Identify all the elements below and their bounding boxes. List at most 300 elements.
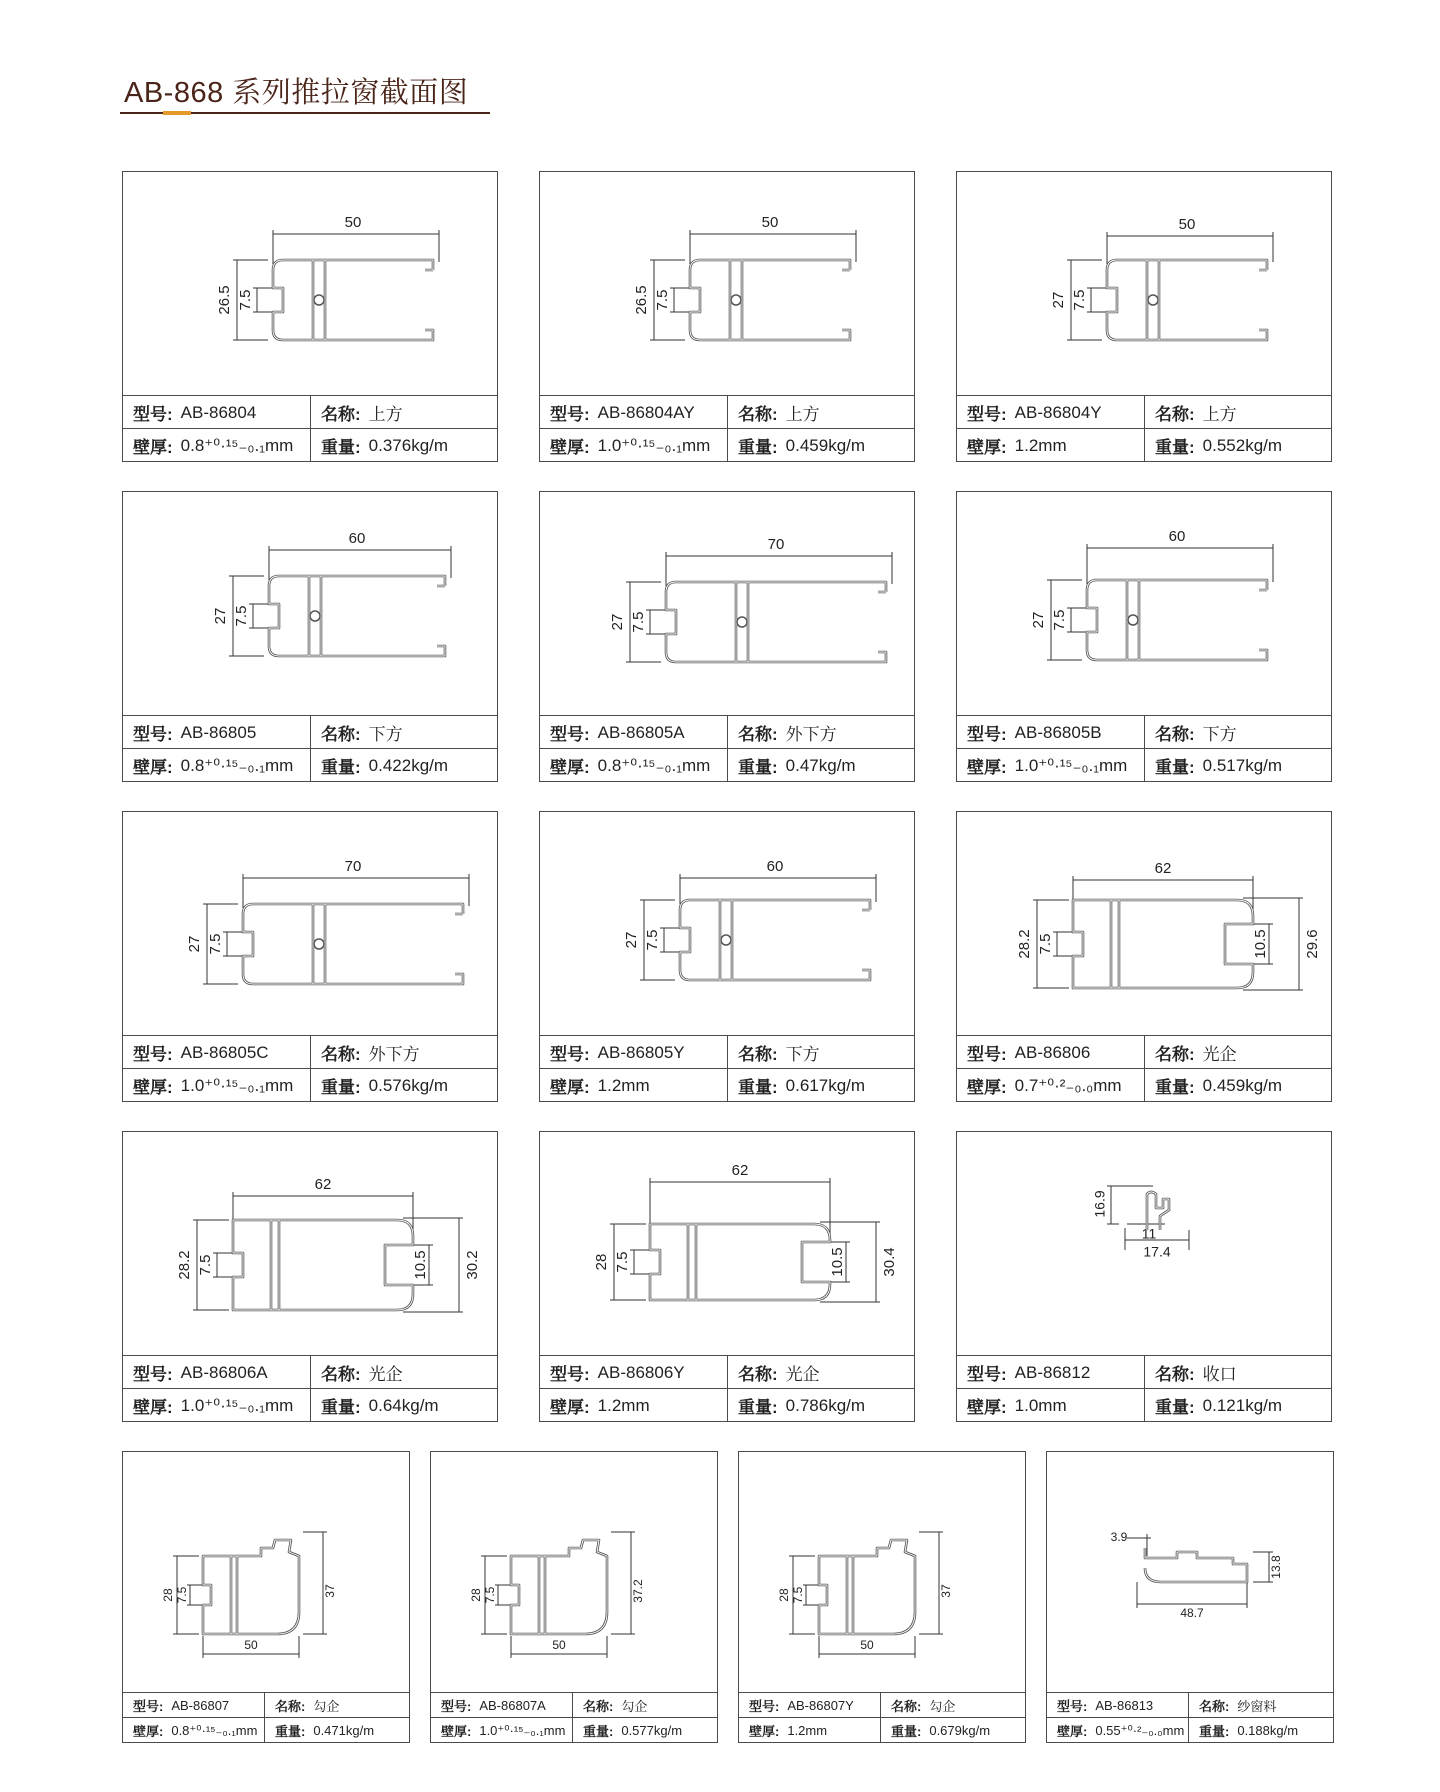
weight-cell-value: 0.679kg/m	[929, 1723, 991, 1738]
weight-cell-value: 0.617kg/m	[785, 1075, 866, 1095]
profile-card	[738, 1451, 1026, 1743]
spec-row-physical	[957, 1388, 1331, 1422]
profile-card	[430, 1451, 718, 1743]
spec-row-identity	[123, 1692, 409, 1718]
name-cell-label: 名称:	[321, 1365, 361, 1384]
spec-row-identity	[540, 715, 914, 749]
profile-card	[956, 171, 1332, 462]
wall-thickness-cell-label: 壁厚:	[550, 1078, 590, 1097]
notch-dimension: 7.5	[232, 605, 250, 627]
width-dimension: 50	[552, 1638, 566, 1653]
wall-thickness-cell-value: 1.0⁺⁰·¹⁵₋₀.₁mm	[1014, 755, 1128, 775]
width-dimension: 62	[1154, 859, 1172, 877]
wall-thickness-cell-value: 1.2mm	[597, 1395, 650, 1415]
weight-cell	[1145, 1069, 1331, 1102]
weight-cell	[311, 1389, 497, 1422]
profile-drawing	[957, 172, 1331, 397]
model-cell-value: AB-86804AY	[597, 402, 695, 422]
weight-cell-value: 0.552kg/m	[1202, 435, 1283, 455]
wall-thickness-cell-label: 壁厚:	[749, 1724, 780, 1739]
spec-table	[957, 395, 1331, 461]
spec-table	[123, 1692, 409, 1742]
notch-dimension: 7.5	[613, 1251, 631, 1273]
profile-card	[122, 491, 498, 782]
name-cell-label: 名称:	[1199, 1699, 1230, 1714]
width-dimension: 62	[731, 1161, 749, 1179]
model-cell	[123, 1036, 311, 1069]
wall-thickness-cell	[957, 429, 1145, 462]
width-dimension: 60	[1168, 527, 1186, 545]
profile-section-drawing	[273, 260, 433, 340]
profile-clip-hook	[1128, 615, 1138, 625]
name-cell-label: 名称:	[1155, 1045, 1195, 1064]
weight-cell	[1145, 429, 1331, 462]
weight-cell	[1145, 1389, 1331, 1422]
spec-row-physical	[540, 1388, 914, 1422]
spec-row-physical	[540, 428, 914, 462]
spec-table	[431, 1692, 717, 1742]
name-cell	[573, 1693, 717, 1718]
name-cell-label: 名称:	[1155, 405, 1195, 424]
profile-card	[956, 1131, 1332, 1422]
weight-cell-label: 重量:	[321, 438, 361, 457]
profile-clip-hook	[310, 611, 320, 621]
name-cell-label: 名称:	[891, 1699, 922, 1714]
model-cell	[957, 716, 1145, 749]
model-cell-label: 型号:	[550, 405, 590, 424]
spec-row-identity	[739, 1692, 1025, 1718]
profile-drawing	[123, 812, 497, 1037]
spec-row-identity	[540, 1355, 914, 1389]
model-cell	[957, 396, 1145, 429]
spec-row-physical	[1047, 1717, 1333, 1743]
weight-cell-value: 0.422kg/m	[368, 755, 449, 775]
name-cell-label: 名称:	[321, 405, 361, 424]
weight-cell-value: 0.459kg/m	[785, 435, 866, 455]
spec-row-identity	[123, 715, 497, 749]
profile-section-drawing-inner	[666, 582, 886, 662]
height-dimension: 13.8	[1269, 1555, 1284, 1579]
profile-drawing	[540, 812, 914, 1037]
wall-thickness-cell-value: 1.0mm	[1014, 1395, 1067, 1415]
model-cell-value: AB-86813	[1095, 1698, 1154, 1713]
wall-thickness-cell-value: 1.0⁺⁰·¹⁵₋₀.₁mm	[180, 1395, 294, 1415]
model-cell-value: AB-86807Y	[787, 1698, 854, 1713]
model-cell-value: AB-86804	[180, 402, 257, 422]
wall-thickness-cell-value: 1.0⁺⁰·¹⁵₋₀.₁mm	[597, 435, 711, 455]
weight-cell-label: 重量:	[321, 1398, 361, 1417]
height-dimension: 28	[469, 1588, 484, 1602]
channel-dimension: 10.5	[828, 1247, 846, 1277]
model-cell	[540, 1356, 728, 1389]
profile-section-drawing-inner	[273, 260, 433, 340]
width-dimension: 50	[1178, 215, 1196, 233]
wall-thickness-cell-value: 1.0⁺⁰·¹⁵₋₀.₁mm	[479, 1722, 566, 1738]
height-dimension: 27	[608, 613, 626, 631]
name-cell-value: 勾企	[313, 1699, 340, 1714]
name-cell	[881, 1693, 1025, 1718]
model-cell	[123, 1356, 311, 1389]
name-cell	[728, 1036, 914, 1069]
weight-cell-label: 重量:	[1155, 758, 1195, 777]
name-cell-label: 名称:	[1155, 725, 1195, 744]
model-cell-value: AB-86805Y	[597, 1042, 685, 1062]
model-cell-value: AB-86805	[180, 722, 257, 742]
profile-card	[122, 811, 498, 1102]
notch-dimension: 7.5	[1070, 289, 1088, 311]
weight-cell	[728, 1389, 914, 1422]
overall-height-dimension: 37.2	[631, 1579, 646, 1603]
name-cell-value: 光企	[368, 1365, 403, 1384]
profile-clip-hook	[314, 939, 324, 949]
height-dimension: 26.5	[215, 285, 233, 315]
profile-clip-hook	[314, 295, 324, 305]
wall-thickness-cell-label: 壁厚:	[550, 438, 590, 457]
weight-cell-label: 重量:	[321, 1078, 361, 1097]
weight-cell-value: 0.47kg/m	[785, 755, 856, 775]
model-cell-label: 型号:	[550, 1045, 590, 1064]
width-dimension: 17.4	[1143, 1243, 1171, 1260]
weight-cell-label: 重量:	[738, 438, 778, 457]
name-cell	[1189, 1693, 1333, 1718]
model-cell-label: 型号:	[133, 405, 173, 424]
model-cell-value: AB-86806A	[180, 1362, 268, 1382]
notch-dimension: 7.5	[643, 929, 661, 951]
spec-row-identity	[957, 1035, 1331, 1069]
wall-thickness-cell-value: 1.2mm	[787, 1723, 828, 1738]
wall-thickness-cell	[431, 1718, 573, 1743]
model-cell	[739, 1693, 881, 1718]
spec-table	[957, 715, 1331, 781]
notch-dimension: 7.5	[206, 933, 224, 955]
spec-table	[1047, 1692, 1333, 1742]
spec-table	[123, 715, 497, 781]
width-dimension: 50	[244, 1638, 258, 1653]
spec-row-physical	[540, 1068, 914, 1102]
weight-cell	[881, 1718, 1025, 1743]
wall-thickness-cell-label: 壁厚:	[1057, 1724, 1088, 1739]
profile-section-drawing	[690, 260, 850, 340]
weight-cell-label: 重量:	[738, 1078, 778, 1097]
profile-drawing	[123, 492, 497, 717]
notch-dimension: 7.5	[791, 1586, 806, 1604]
name-cell-label: 名称:	[1155, 1365, 1195, 1384]
profile-card	[539, 811, 915, 1102]
spec-row-physical	[431, 1717, 717, 1743]
profile-clip-hook	[731, 295, 741, 305]
spec-row-physical	[123, 1388, 497, 1422]
notch-dimension: 7.5	[196, 1254, 214, 1276]
weight-cell	[1189, 1718, 1333, 1743]
profile-drawing	[540, 492, 914, 717]
weight-cell-label: 重量:	[583, 1724, 614, 1739]
name-cell	[1145, 1036, 1331, 1069]
name-cell-label: 名称:	[738, 1045, 778, 1064]
weight-cell	[311, 1069, 497, 1102]
profile-section-drawing-inner	[1107, 260, 1267, 340]
profile-drawing	[123, 1132, 497, 1357]
profile-section-drawing	[650, 1224, 830, 1300]
wall-thickness-cell	[957, 749, 1145, 782]
model-cell	[431, 1693, 573, 1718]
weight-cell-label: 重量:	[1155, 1078, 1195, 1097]
width-dimension: 60	[766, 857, 784, 875]
height-dimension: 26.5	[632, 285, 650, 315]
width-dimension: 50	[860, 1638, 874, 1653]
profile-section-drawing-inner	[680, 900, 870, 980]
weight-cell	[311, 749, 497, 782]
spec-row-identity	[540, 1035, 914, 1069]
wall-thickness-cell-label: 壁厚:	[133, 438, 173, 457]
notch-dimension: 7.5	[236, 289, 254, 311]
wall-thickness-cell-label: 壁厚:	[441, 1724, 472, 1739]
name-cell-value: 下方	[1202, 725, 1237, 744]
model-cell-value: AB-86805C	[180, 1042, 269, 1062]
weight-cell-value: 0.64kg/m	[368, 1395, 439, 1415]
name-cell	[728, 1356, 914, 1389]
weight-cell-value: 0.188kg/m	[1237, 1723, 1299, 1738]
weight-cell	[728, 1069, 914, 1102]
profile-section-drawing-inner	[1087, 580, 1267, 660]
profile-drawing	[957, 812, 1331, 1037]
model-cell-label: 型号:	[133, 1045, 173, 1064]
wall-thickness-cell-label: 壁厚:	[967, 1078, 1007, 1097]
channel-dimension: 10.5	[1251, 929, 1269, 959]
width-dimension: 62	[314, 1175, 332, 1193]
wall-thickness-cell-label: 壁厚:	[133, 1398, 173, 1417]
wall-thickness-cell	[123, 1069, 311, 1102]
name-cell-value: 光企	[785, 1365, 820, 1384]
wall-thickness-cell	[957, 1069, 1145, 1102]
profile-drawing	[957, 1132, 1331, 1357]
name-cell	[728, 396, 914, 429]
name-cell	[311, 716, 497, 749]
profile-drawing	[540, 1132, 914, 1357]
wall-thickness-cell-label: 壁厚:	[133, 1724, 164, 1739]
profile-section-drawing	[243, 904, 463, 984]
spec-table	[540, 395, 914, 461]
width-dimension: 48.7	[1180, 1606, 1204, 1621]
weight-cell-label: 重量:	[321, 758, 361, 777]
weight-cell-value: 0.517kg/m	[1202, 755, 1283, 775]
model-cell-value: AB-86806Y	[597, 1362, 685, 1382]
profile-section-drawing	[1087, 580, 1267, 660]
weight-cell	[573, 1718, 717, 1743]
height-dimension: 27	[622, 931, 640, 949]
spec-table	[739, 1692, 1025, 1742]
model-cell	[957, 1356, 1145, 1389]
model-cell-label: 型号:	[967, 725, 1007, 744]
weight-cell-label: 重量:	[891, 1724, 922, 1739]
profile-card	[956, 811, 1332, 1102]
model-cell-value: AB-86805A	[597, 722, 685, 742]
name-cell-label: 名称:	[738, 1365, 778, 1384]
profile-section-drawing-inner	[690, 260, 850, 340]
profile-clip-hook	[721, 935, 731, 945]
spec-row-identity	[540, 395, 914, 429]
name-cell-value: 勾企	[929, 1699, 956, 1714]
model-cell-value: AB-86812	[1014, 1362, 1091, 1382]
profile-drawing	[431, 1452, 717, 1694]
model-cell	[123, 716, 311, 749]
profile-drawing	[540, 172, 914, 397]
profile-section-drawing-inner	[819, 1540, 915, 1634]
wall-thickness-cell	[123, 749, 311, 782]
spec-row-identity	[957, 715, 1331, 749]
spec-table	[123, 1035, 497, 1101]
spec-table	[123, 1355, 497, 1421]
name-cell	[1145, 396, 1331, 429]
notch-dimension: 7.5	[629, 611, 647, 633]
spec-table	[540, 1035, 914, 1101]
height-dimension: 28	[161, 1588, 176, 1602]
overall-height-dimension: 30.2	[463, 1250, 481, 1280]
height-dimension: 28.2	[175, 1250, 193, 1280]
name-cell-label: 名称:	[321, 1045, 361, 1064]
weight-cell-value: 0.577kg/m	[621, 1723, 683, 1738]
model-cell-value: AB-86807A	[479, 1698, 546, 1713]
model-cell-value: AB-86805B	[1014, 722, 1102, 742]
height-dimension: 27	[1029, 611, 1047, 629]
notch-dimension: 7.5	[483, 1586, 498, 1604]
wall-thickness-cell-value: 0.8⁺⁰·¹⁵₋₀.₁mm	[180, 435, 294, 455]
profile-card	[1046, 1451, 1334, 1743]
spec-row-physical	[123, 428, 497, 462]
spec-row-identity	[957, 395, 1331, 429]
spec-row-identity	[431, 1692, 717, 1718]
wall-thickness-cell-value: 0.8⁺⁰·¹⁵₋₀.₁mm	[180, 755, 294, 775]
wall-thickness-cell	[1047, 1718, 1189, 1743]
name-cell	[728, 716, 914, 749]
profile-clip-hook	[1148, 295, 1158, 305]
spec-table	[540, 1355, 914, 1421]
name-cell-value: 下方	[368, 725, 403, 744]
wall-thickness-cell-value: 0.7⁺⁰·²₋₀.₀mm	[1014, 1075, 1122, 1095]
height-dimension: 27	[185, 935, 203, 953]
width-dimension: 60	[348, 529, 366, 547]
weight-cell-value: 0.376kg/m	[368, 435, 449, 455]
name-cell-value: 外下方	[368, 1045, 420, 1064]
name-cell	[311, 1036, 497, 1069]
profile-card	[122, 171, 498, 462]
profile-section-drawing-inner	[511, 1540, 607, 1634]
name-cell	[311, 396, 497, 429]
channel-dimension: 10.5	[411, 1250, 429, 1280]
profile-drawing	[123, 1452, 409, 1694]
name-cell-value: 外下方	[785, 725, 837, 744]
name-cell-value: 上方	[368, 405, 403, 424]
profile-drawing	[739, 1452, 1025, 1694]
page-title: AB-868 系列推拉窗截面图	[124, 77, 469, 109]
wall-thickness-cell-label: 壁厚:	[550, 1398, 590, 1417]
profile-section-drawing	[1073, 900, 1253, 988]
name-cell	[311, 1356, 497, 1389]
profile-section-drawing-inner	[269, 576, 445, 656]
weight-cell-value: 0.786kg/m	[785, 1395, 866, 1415]
profile-card	[122, 1451, 410, 1743]
title-accent-mark	[163, 111, 191, 115]
height-dimension: 16.9	[1091, 1190, 1108, 1218]
name-cell-label: 名称:	[583, 1699, 614, 1714]
spec-table	[957, 1355, 1331, 1421]
spec-row-physical	[540, 748, 914, 782]
height-dimension: 27	[1049, 291, 1067, 309]
model-cell-label: 型号:	[550, 1365, 590, 1384]
profile-drawing	[123, 172, 497, 397]
weight-cell	[311, 429, 497, 462]
name-cell-value: 勾企	[621, 1699, 648, 1714]
width-dimension: 50	[344, 213, 362, 231]
overall-height-dimension: 30.4	[880, 1247, 898, 1277]
model-cell-label: 型号:	[133, 1365, 173, 1384]
spec-row-physical	[957, 1068, 1331, 1102]
profile-drawing	[1047, 1452, 1333, 1694]
weight-cell-label: 重量:	[1155, 438, 1195, 457]
profile-section-drawing	[819, 1540, 915, 1634]
profile-card	[539, 1131, 915, 1422]
model-cell-label: 型号:	[550, 725, 590, 744]
spec-row-physical	[957, 428, 1331, 462]
wall-thickness-cell	[123, 429, 311, 462]
height-dimension: 28.2	[1015, 929, 1033, 959]
notch-dimension: 7.5	[1050, 609, 1068, 631]
name-cell-label: 名称:	[275, 1699, 306, 1714]
profile-section-drawing	[1145, 1548, 1247, 1582]
weight-cell-value: 0.459kg/m	[1202, 1075, 1283, 1095]
profile-section-drawing	[269, 576, 445, 656]
overall-height-dimension: 29.6	[1303, 929, 1321, 959]
weight-cell-label: 重量:	[738, 1398, 778, 1417]
spec-table	[540, 715, 914, 781]
wall-thickness-cell	[123, 1718, 265, 1743]
wall-thickness-cell-value: 0.8⁺⁰·¹⁵₋₀.₁mm	[171, 1722, 258, 1738]
height-dimension: 28	[777, 1588, 792, 1602]
spec-row-physical	[739, 1717, 1025, 1743]
weight-cell	[728, 749, 914, 782]
model-cell-label: 型号:	[967, 405, 1007, 424]
wall-thickness-cell-value: 1.0⁺⁰·¹⁵₋₀.₁mm	[180, 1075, 294, 1095]
wall-thickness-cell-value: 0.55⁺⁰·²₋₀.₀mm	[1095, 1722, 1185, 1738]
spec-table	[957, 1035, 1331, 1101]
profile-drawing	[957, 492, 1331, 717]
spec-row-identity	[123, 1355, 497, 1389]
width-dimension: 50	[761, 213, 779, 231]
wall-thickness-cell-label: 壁厚:	[550, 758, 590, 777]
inner-width-dimension: 11	[1141, 1225, 1157, 1242]
model-cell	[123, 1693, 265, 1718]
model-cell-label: 型号:	[967, 1365, 1007, 1384]
weight-cell	[265, 1718, 409, 1743]
spec-row-physical	[123, 748, 497, 782]
model-cell	[957, 1036, 1145, 1069]
wall-thickness-cell	[957, 1389, 1145, 1422]
height-dimension: 27	[211, 607, 229, 625]
spec-row-identity	[123, 1035, 497, 1069]
model-cell-label: 型号:	[133, 1699, 164, 1714]
name-cell-value: 收口	[1202, 1365, 1237, 1384]
model-cell-label: 型号:	[749, 1699, 780, 1714]
wall-thickness-cell	[739, 1718, 881, 1743]
notch-dimension: 7.5	[1036, 933, 1054, 955]
profile-section-drawing-inner	[203, 1540, 299, 1634]
model-cell-label: 型号:	[967, 1045, 1007, 1064]
weight-cell-value: 0.471kg/m	[313, 1723, 375, 1738]
spec-row-identity	[1047, 1692, 1333, 1718]
profile-section-drawing	[511, 1540, 607, 1634]
height-dimension: 28	[592, 1253, 610, 1271]
profile-section-drawing	[1107, 260, 1267, 340]
wall-thickness-cell	[540, 429, 728, 462]
